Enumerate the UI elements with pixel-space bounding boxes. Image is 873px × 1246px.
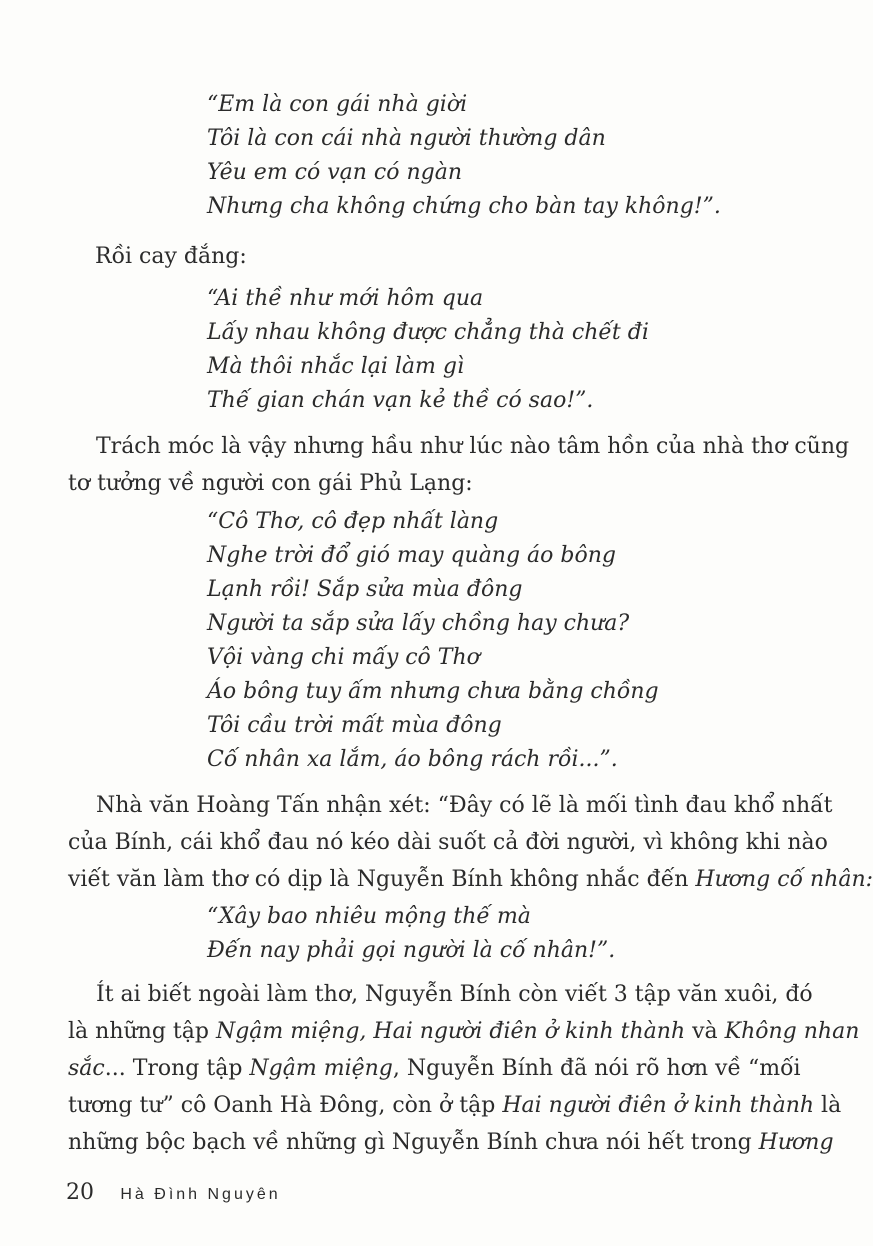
paragraph-line: Nhà văn Hoàng Tấn nhận xét: “Đây có lẽ là mối tình đau khổ nhất [96, 793, 833, 818]
paragraph-3 [68, 787, 873, 898]
paragraph-line: Trách móc là vậy nhưng hầu như lúc nào tâm hồn của nhà thơ cũng [96, 434, 850, 459]
paragraph-line: Rồi cay đắng: [95, 244, 247, 269]
running-author: Hà Đình Nguyên [120, 1186, 281, 1203]
paragraph-line: của Bính, cái khổ đau nó kéo dài suốt cả đời người, vì không khi nào [68, 830, 828, 855]
verse-line: Tôi cầu trời mất mùa đông [207, 713, 502, 738]
paragraph-line: những bộc bạch về những gì Nguyễn Bính chưa nói hết trong Hương [68, 1130, 834, 1155]
verse-line: Lấy nhau không được chẳng thà chết đi [207, 320, 649, 345]
verse-line: Người ta sắp sửa lấy chồng hay chưa? [207, 611, 630, 636]
paragraph-line: viết văn làm thơ có dịp là Nguyễn Bính không nhắc đến Hương cố nhân: [68, 867, 873, 892]
verse-line: Yêu em có vạn có ngàn [207, 160, 463, 185]
verse-line: Áo bông tuy ấm nhưng chưa bằng chồng [207, 679, 659, 704]
page-footer [66, 1180, 281, 1205]
verse-line: Cố nhân xa lắm, áo bông rách rồi...”. [207, 747, 618, 772]
verse-block-1 [207, 88, 721, 224]
verse-line: Thế gian chán vạn kẻ thề có sao!”. [207, 388, 594, 413]
book-title: Ngậm miệng [249, 1056, 393, 1081]
verse-line: “Ai thề như mới hôm qua [207, 286, 484, 311]
verse-line: Đến nay phải gọi người là cố nhân!”. [207, 938, 616, 963]
verse-line: Lạnh rồi! Sắp sửa mùa đông [207, 577, 523, 602]
paragraph-line: sắc... Trong tập Ngậm miệng, Nguyễn Bính đã nói rõ hơn về “mối [68, 1056, 801, 1081]
verse-block-4 [207, 900, 615, 968]
book-title: sắc [68, 1056, 105, 1081]
book-title: Không nhan [724, 1019, 860, 1044]
book-title: Hương cố nhân: [695, 867, 873, 892]
verse-block-2 [207, 282, 649, 418]
book-title: Ngậm miệng, Hai người điên ở kinh thành [215, 1019, 686, 1044]
verse-line: Tôi là con cái nhà người thường dân [207, 126, 606, 151]
verse-line: Nghe trời đổ gió may quàng áo bông [207, 543, 616, 568]
book-title: Hai người điên ở kinh thành [502, 1093, 815, 1118]
paragraph-line: Ít ai biết ngoài làm thơ, Nguyễn Bính còn viết 3 tập văn xuôi, đó [96, 982, 813, 1007]
verse-line: Nhưng cha không chứng cho bàn tay không!”. [207, 194, 721, 219]
paragraph-line: tơ tưởng về người con gái Phủ Lạng: [68, 471, 473, 496]
paragraph-1 [95, 238, 247, 275]
verse-block-3 [207, 505, 659, 777]
verse-line: “Em là con gái nhà giời [207, 92, 468, 117]
verse-line: “Xây bao nhiêu mộng thế mà [207, 904, 531, 929]
paragraph-2 [68, 428, 850, 502]
page-number: 20 [66, 1180, 94, 1205]
paragraph-line: là những tập Ngậm miệng, Hai người điên ở kinh thành và Không nhan [68, 1019, 860, 1044]
paragraph-4 [68, 976, 860, 1161]
verse-line: Vội vàng chi mấy cô Thơ [207, 645, 480, 670]
paragraph-line: tương tư” cô Oanh Hà Đông, còn ở tập Hai người điên ở kinh thành là [68, 1093, 842, 1118]
verse-line: “Cô Thơ, cô đẹp nhất làng [207, 509, 499, 534]
book-title: Hương [758, 1130, 834, 1155]
verse-line: Mà thôi nhắc lại làm gì [207, 354, 464, 379]
